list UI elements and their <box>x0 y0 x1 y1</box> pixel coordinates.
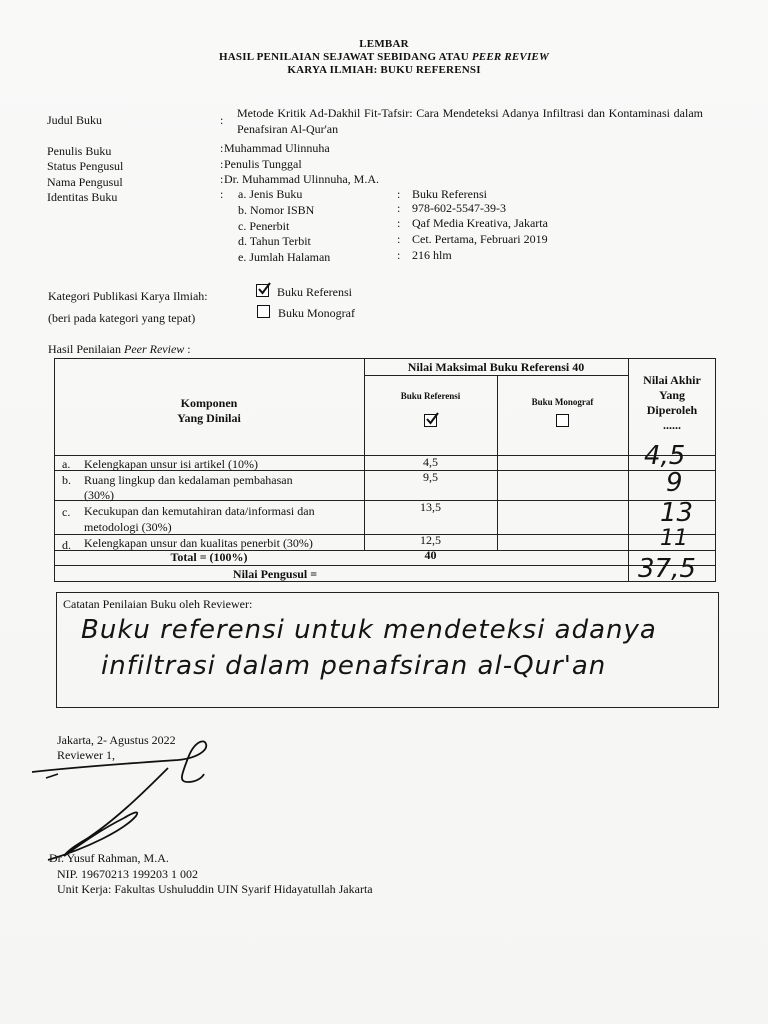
catatan-box <box>56 592 719 708</box>
detail-value-halaman: 216 hlm <box>412 248 452 262</box>
detail-label-halaman: e. Jumlah Halaman <box>238 250 331 264</box>
row-komponen: Ruang lingkup dan kedalaman pembahasan <box>84 473 293 487</box>
row-letter: d. <box>62 538 71 552</box>
detail-value-tahun: Cet. Pertama, Februari 2019 <box>412 232 548 246</box>
detail-value-penerbit: Qaf Media Kreativa, Jakarta <box>412 216 548 230</box>
handwritten-score: 11 <box>660 526 688 551</box>
kategori-label: Kategori Publikasi Karya Ilmiah: <box>48 289 208 303</box>
colon: : <box>220 157 224 171</box>
row-letter: c. <box>62 505 71 519</box>
detail-value-jenis: Buku Referensi <box>412 187 487 201</box>
catatan-handwriting-line1: Buku referensi untuk mendeteksi adanya <box>81 615 657 645</box>
option-buku-referensi: Buku Referensi <box>277 285 352 299</box>
score-table <box>54 358 716 582</box>
detail-label-isbn: b. Nomor ISBN <box>238 203 315 217</box>
colon: : <box>397 216 401 230</box>
detail-label-penerbit: c. Penerbit <box>238 219 290 233</box>
doc-title-line1: LEMBAR <box>359 38 409 50</box>
option-buku-monograf: Buku Monograf <box>278 306 355 320</box>
judul-label: Judul Buku <box>47 113 103 127</box>
handwritten-score: 13 <box>660 498 694 528</box>
status-value: Penulis Tunggal <box>224 157 302 171</box>
place-date: Jakarta, 2- Agustus 2022 <box>57 733 176 747</box>
doc-title-line3: KARYA ILMIAH: BUKU REFERENSI <box>287 64 481 76</box>
nilai-pengusul-label: Nilai Pengusul = <box>232 567 318 581</box>
row-komponen: Kecukupan dan kemutahiran data/informasi dan <box>84 504 315 518</box>
detail-label-tahun: d. Tahun Terbit <box>238 234 311 248</box>
signature-scribble <box>28 738 218 868</box>
colon: : <box>397 187 401 201</box>
colon: : <box>220 141 224 155</box>
colon: : <box>397 232 401 246</box>
total-value: 40 <box>424 548 437 562</box>
colon: : <box>397 248 401 262</box>
penulis-label: Penulis Buku <box>47 144 112 158</box>
handwritten-score: 4,5 <box>644 441 686 471</box>
row-letter: b. <box>62 473 71 487</box>
checkbox-buku-monograf[interactable] <box>257 305 270 318</box>
akhir-header: Nilai Akhir Yang Diperoleh ...... <box>643 373 701 432</box>
row-max: 12,5 <box>420 533 441 547</box>
row-max: 4,5 <box>423 455 438 469</box>
nama-value: Dr. Muhammad Ulinnuha, M.A. <box>224 172 379 186</box>
row-komponen-2: metodologi (30%) <box>84 520 172 534</box>
row-komponen-2: (30%) <box>84 488 114 502</box>
nama-label: Nama Pengusul <box>47 175 123 189</box>
checkmark-icon <box>256 281 272 297</box>
detail-label-jenis: a. Jenis Buku <box>238 187 303 201</box>
col-header-monograf: Buku Monograf <box>531 397 594 407</box>
row-letter: a. <box>62 457 71 471</box>
penulis-value: Muhammad Ulinnuha <box>224 141 330 155</box>
reviewer-role: Reviewer 1, <box>57 748 115 762</box>
handwritten-score: 9 <box>666 468 683 498</box>
status-label: Status Pengusul <box>47 159 124 173</box>
reviewer-unit: Unit Kerja: Fakultas Ushuluddin UIN Syarif Hidayatullah Jakarta <box>57 882 373 896</box>
checkbox-buku-referensi[interactable] <box>256 284 269 297</box>
reviewer-name: Dr. Yusuf Rahman, M.A. <box>49 851 169 865</box>
col-header-referensi: Buku Referensi <box>400 391 461 401</box>
handwritten-nilai-pengusul: 37,5 <box>638 554 696 584</box>
detail-value-isbn: 978-602-5547-39-3 <box>412 201 506 215</box>
max-header: Nilai Maksimal Buku Referensi 40 <box>407 360 585 374</box>
checkmark-icon <box>424 411 440 427</box>
row-komponen: Kelengkapan unsur dan kualitas penerbit (30%) <box>84 536 313 550</box>
hasil-penilaian-label: Hasil Penilaian Peer Review : <box>48 342 191 356</box>
catatan-handwriting-line2: infiltrasi dalam penafsiran al-Qur'an <box>101 651 607 681</box>
row-max: 13,5 <box>420 500 441 514</box>
identitas-label: Identitas Buku <box>47 190 118 204</box>
checkbox-col-referensi[interactable] <box>424 414 437 427</box>
judul-value: Metode Kritik Ad-Dakhil Fit-Tafsir: Cara Mendeteksi Adanya Infiltrasi dan Kontaminasi dalam Penafsiran Al-Qur'an <box>237 106 703 136</box>
colon: : <box>220 113 224 127</box>
reviewer-nip: NIP. 19670213 199203 1 002 <box>57 867 199 881</box>
colon: : <box>397 201 401 215</box>
catatan-label: Catatan Penilaian Buku oleh Reviewer: <box>63 597 253 611</box>
checkbox-col-monograf[interactable] <box>556 414 569 427</box>
doc-title-line2: HASIL PENILAIAN SEJAWAT SEBIDANG ATAU PEER REVIEW <box>219 51 549 63</box>
komponen-header: Komponen Yang Dinilai <box>177 396 241 425</box>
kategori-hint: (beri pada kategori yang tepat) <box>48 311 196 325</box>
row-max: 9,5 <box>423 470 438 484</box>
total-label: Total = (100%) <box>170 550 248 564</box>
colon: : <box>220 172 224 186</box>
colon: : <box>220 187 224 201</box>
row-komponen: Kelengkapan unsur isi artikel (10%) <box>84 457 258 471</box>
